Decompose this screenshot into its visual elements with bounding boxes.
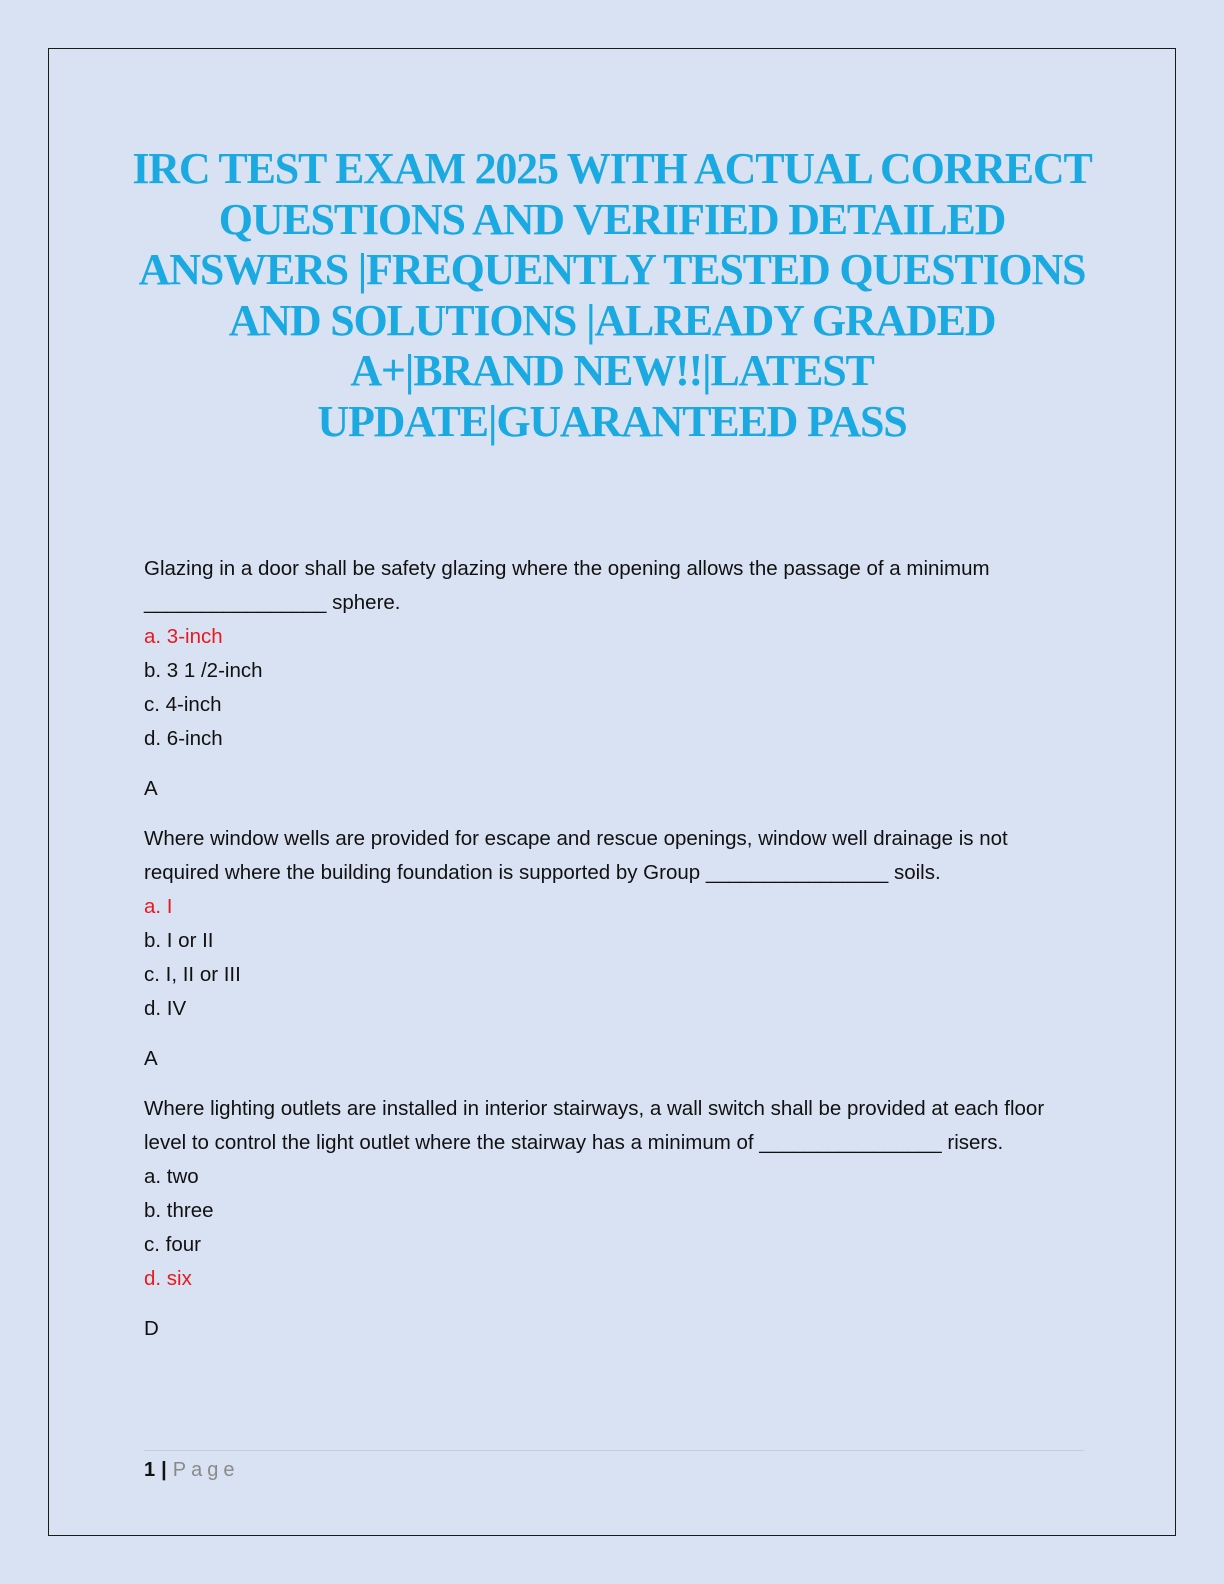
option-item: b. 3 1 /2-inch (144, 659, 263, 682)
page-label: Page (172, 1459, 240, 1481)
question-text: Where lighting outlets are installed in interior stairways, a wall switch shall be provided at each floor level to control the light outlet where the stairway has a minimum of ________________ risers. (144, 1097, 1045, 1154)
option-item: d. IV (144, 997, 187, 1020)
question-block (144, 1092, 1084, 1346)
option-list (144, 620, 1084, 756)
answer-key: A (144, 1047, 158, 1070)
option-item: b. three (144, 1199, 214, 1222)
option-item: a. I (144, 895, 173, 918)
footer-separator: | (161, 1459, 167, 1481)
option-item: b. I or II (144, 929, 214, 952)
option-item: c. I, II or III (144, 963, 241, 986)
option-item: a. two (144, 1165, 199, 1188)
answer-key: D (144, 1317, 159, 1340)
page-number: 1 (144, 1459, 156, 1481)
option-list (144, 890, 1084, 1026)
footer-divider (144, 1450, 1084, 1451)
question-text: Where window wells are provided for escape and rescue openings, window well drainage is not required where the building foundation is supported by Group ________________ soils. (144, 827, 1008, 884)
page-footer (144, 1456, 239, 1484)
question-text: Glazing in a door shall be safety glazing where the opening allows the passage of a minimum ________________ sphere. (144, 557, 990, 614)
question-list (144, 552, 1084, 1362)
option-item: d. six (144, 1267, 192, 1290)
question-block (144, 822, 1084, 1076)
option-item: d. 6-inch (144, 727, 223, 750)
option-item: c. four (144, 1233, 201, 1256)
option-item: c. 4-inch (144, 693, 222, 716)
document-title: IRC TEST EXAM 2025 WITH ACTUAL CORRECT QUESTIONS AND VERIFIED DETAILED ANSWERS |FREQUENTLY TESTED QUESTIONS AND SOLUTIONS |ALREADY GRADED A+|BRAND NEW!!|LATEST UPDATE|GUARANTEED PASS (132, 144, 1092, 446)
option-item: a. 3-inch (144, 625, 223, 648)
answer-key: A (144, 777, 158, 800)
option-list (144, 1160, 1084, 1296)
question-block (144, 552, 1084, 806)
